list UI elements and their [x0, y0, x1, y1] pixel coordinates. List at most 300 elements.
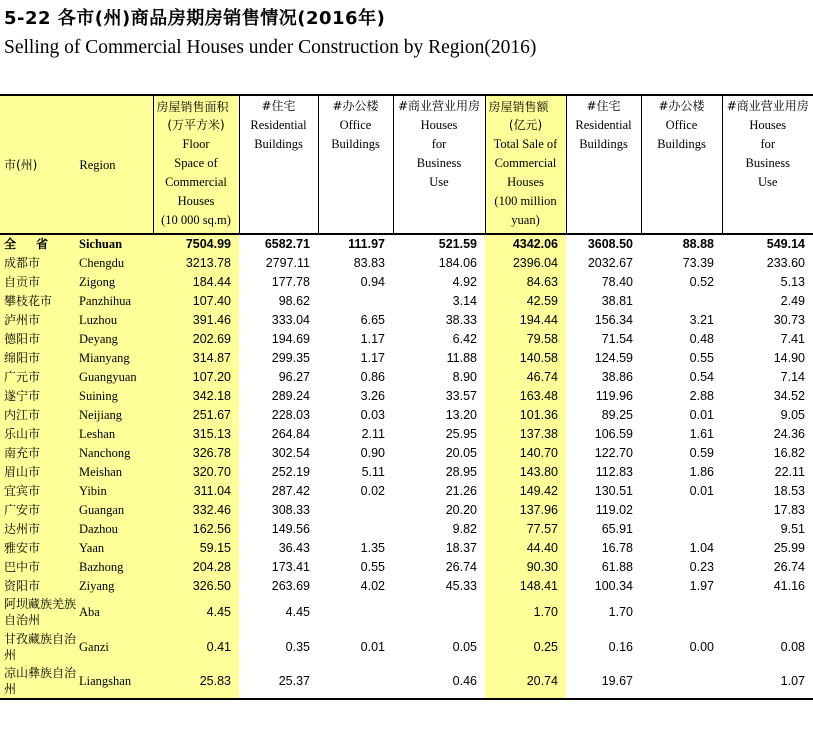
sales-business-header [722, 95, 813, 234]
region-name-cn: 资阳市 [4, 578, 41, 593]
value-cell: 2.49 [780, 293, 805, 308]
value-cell: 1.86 [689, 464, 714, 479]
value-cell: 45.33 [445, 578, 477, 593]
value-cell [318, 664, 393, 699]
value-cell: 148.41 [485, 576, 566, 595]
region-name-en: Aba [79, 605, 100, 620]
header-line: Buildings [579, 137, 628, 151]
value-cell: 59.15 [153, 538, 239, 557]
value-cell: 78.40 [601, 274, 633, 289]
header-lines [319, 97, 393, 154]
value-cell: 162.56 [153, 519, 239, 538]
header-line: Residential [575, 118, 632, 132]
value-cell: 1.17 [360, 331, 385, 346]
value-cell: 299.35 [271, 350, 310, 365]
header-line: Total Sale of [493, 137, 558, 151]
table-row [0, 329, 813, 348]
region-cell [0, 291, 153, 310]
value-cell: 101.36 [485, 405, 566, 424]
value-cell: 0.01 [689, 483, 714, 498]
value-cell: 202.69 [153, 329, 239, 348]
value-cell: 194.69 [271, 331, 310, 346]
header-line: #商业营业用房 [726, 99, 809, 113]
region-name-cn: 内江市 [4, 407, 41, 422]
value-cell: 0.86 [360, 369, 385, 384]
table-row [0, 519, 813, 538]
table-body [0, 234, 813, 699]
region-name-cn: 凉山彝族自治州 [4, 665, 77, 696]
value-cell: 204.28 [153, 557, 239, 576]
header-line: #办公楼 [332, 99, 379, 113]
region-name-en: Panzhihua [79, 293, 132, 308]
value-cell: 90.30 [485, 557, 566, 576]
value-cell: 2.88 [689, 388, 714, 403]
region-cell [0, 367, 153, 386]
region-name-cn: 雅安市 [4, 540, 41, 555]
value-cell: 9.82 [452, 521, 477, 536]
region-name-en: Liangshan [79, 673, 132, 688]
header-lines [567, 97, 641, 154]
table-header-row [0, 95, 813, 234]
header-line: (100 million [494, 194, 557, 208]
region-name-en: Guangan [79, 502, 125, 517]
value-cell: 0.16 [608, 639, 633, 654]
region-cell [0, 405, 153, 424]
header-lines [642, 97, 722, 154]
region-cell [0, 310, 153, 329]
value-cell: 106.59 [594, 426, 633, 441]
value-cell: 0.59 [689, 445, 714, 460]
value-cell: 0.02 [360, 483, 385, 498]
value-cell: 61.88 [601, 559, 633, 574]
value-cell: 252.19 [271, 464, 310, 479]
header-line: Office [665, 118, 698, 132]
value-cell: 264.84 [271, 426, 310, 441]
value-cell: 0.05 [452, 639, 477, 654]
table-row [0, 291, 813, 310]
value-cell: 18.37 [445, 540, 477, 555]
region-name-cn: 遂宁市 [4, 388, 41, 403]
region-name-cn: 绵阳市 [4, 350, 41, 365]
value-cell: 6582.71 [264, 237, 310, 251]
region-cell [0, 630, 153, 665]
region-cell [0, 329, 153, 348]
region-name-en: Zigong [79, 274, 116, 289]
region-cell [0, 595, 153, 630]
value-cell: 41.16 [773, 578, 805, 593]
region-name-en: Chengdu [79, 255, 125, 270]
value-cell: 7504.99 [153, 234, 239, 253]
value-cell: 332.46 [153, 500, 239, 519]
value-cell: 302.54 [271, 445, 310, 460]
header-line: Use [758, 175, 778, 189]
value-cell: 233.60 [766, 255, 805, 270]
region-cell [0, 424, 153, 443]
value-cell: 521.59 [438, 237, 477, 251]
value-cell: 112.83 [595, 464, 633, 479]
value-cell: 173.41 [271, 559, 310, 574]
value-cell: 1.70 [608, 605, 633, 620]
value-cell [722, 595, 813, 630]
region-name-en: Mianyang [79, 350, 130, 365]
value-cell: 184.44 [153, 272, 239, 291]
value-cell: 26.74 [773, 559, 805, 574]
value-cell [641, 519, 722, 538]
value-cell: 46.74 [485, 367, 566, 386]
value-cell: 4.45 [153, 595, 239, 630]
value-cell: 4.92 [452, 274, 477, 289]
region-name-en: Meishan [79, 464, 123, 479]
value-cell: 308.33 [271, 502, 310, 517]
sales-total-header [485, 95, 566, 234]
region-name-en: Deyang [79, 331, 118, 346]
value-cell: 20.05 [445, 445, 477, 460]
value-cell: 122.70 [594, 445, 633, 460]
value-cell: 3.14 [452, 293, 477, 308]
header-line: Use [429, 175, 449, 189]
value-cell: 77.57 [485, 519, 566, 538]
value-cell: 0.52 [689, 274, 714, 289]
table-row [0, 443, 813, 462]
header-line: Business [745, 156, 790, 170]
region-name-cn: 南充市 [4, 445, 41, 460]
region-name-en: Yaan [79, 540, 105, 555]
value-cell: 9.51 [780, 521, 805, 536]
sales-total-lines [486, 116, 566, 230]
value-cell [641, 595, 722, 630]
value-cell: 88.88 [682, 237, 714, 251]
value-cell: 0.46 [393, 664, 485, 699]
value-cell: 1.07 [722, 664, 813, 699]
region-cell [0, 664, 153, 699]
value-cell: 9.05 [780, 407, 805, 422]
value-cell: 4342.06 [485, 234, 566, 253]
value-cell: 36.43 [278, 540, 310, 555]
region-header [0, 95, 153, 234]
area-group-label: 房屋销售面积 [156, 100, 229, 114]
header-line: Buildings [331, 137, 380, 151]
area-office-header [318, 95, 393, 234]
region-cell [0, 557, 153, 576]
region-name-cn: 成都市 [4, 255, 41, 270]
header-lines [394, 97, 485, 192]
header-line: Houses [177, 194, 215, 208]
value-cell: 140.70 [485, 443, 566, 462]
region-name-en: Neijiang [79, 407, 123, 422]
header-line: Houses [749, 118, 787, 132]
value-cell: 44.40 [485, 538, 566, 557]
value-cell: 2797.11 [265, 255, 310, 270]
value-cell: 0.25 [485, 630, 566, 665]
value-cell: 5.13 [780, 274, 805, 289]
value-cell: 16.82 [773, 445, 805, 460]
value-cell: 33.57 [445, 388, 477, 403]
region-cell [0, 500, 153, 519]
value-cell: 156.34 [594, 312, 633, 327]
header-line: Buildings [254, 137, 303, 151]
value-cell: 228.03 [271, 407, 310, 422]
value-cell: 20.20 [445, 502, 477, 517]
value-cell: 34.52 [773, 388, 805, 403]
header-line: #住宅 [586, 99, 621, 113]
table-row [0, 386, 813, 405]
region-name-cn: 眉山市 [4, 464, 41, 479]
region-name-cn: 攀枝花市 [4, 293, 53, 308]
value-cell: 333.04 [271, 312, 310, 327]
sales-residential-header [566, 95, 641, 234]
region-name-en: Sichuan [79, 237, 123, 251]
value-cell: 315.13 [153, 424, 239, 443]
value-cell: 0.08 [780, 639, 805, 654]
value-cell: 342.18 [153, 386, 239, 405]
header-lines [240, 97, 318, 154]
region-cell [0, 538, 153, 557]
value-cell: 3.26 [360, 388, 385, 403]
value-cell: 0.01 [360, 639, 385, 654]
table-row [0, 310, 813, 329]
value-cell: 391.46 [153, 310, 239, 329]
value-cell: 177.78 [271, 274, 310, 289]
value-cell: 107.20 [153, 367, 239, 386]
value-cell: 251.67 [153, 405, 239, 424]
value-cell: 1.35 [360, 540, 385, 555]
header-line: Floor [182, 137, 210, 151]
value-cell [641, 291, 722, 310]
value-cell: 1.17 [360, 350, 385, 365]
value-cell: 3213.78 [153, 253, 239, 272]
sales-table [0, 94, 813, 700]
table-row [0, 664, 813, 699]
value-cell: 19.67 [566, 664, 641, 699]
header-line: Houses [420, 118, 458, 132]
value-cell: 549.14 [766, 237, 805, 251]
value-cell: 0.23 [689, 559, 714, 574]
region-name-cn: 德阳市 [4, 331, 41, 346]
region-name-en: Bazhong [79, 559, 124, 574]
value-cell: 13.20 [445, 407, 477, 422]
table-row [0, 405, 813, 424]
header-line: Commercial [494, 156, 557, 170]
value-cell: 17.83 [773, 502, 805, 517]
sales-group-label: 房屋销售额 [488, 100, 549, 114]
region-name-cn: 乐山市 [4, 426, 41, 441]
value-cell: 65.91 [601, 521, 633, 536]
value-cell: 314.87 [153, 348, 239, 367]
value-cell: 194.44 [485, 310, 566, 329]
value-cell: 0.55 [360, 559, 385, 574]
region-cell [0, 443, 153, 462]
value-cell: 263.69 [271, 578, 310, 593]
region-cell [0, 481, 153, 500]
header-line: Business [416, 156, 462, 170]
value-cell: 149.56 [271, 521, 310, 536]
value-cell [318, 519, 393, 538]
table-row [0, 424, 813, 443]
value-cell: 16.78 [601, 540, 633, 555]
value-cell: 140.58 [485, 348, 566, 367]
region-name-en: Nanchong [79, 445, 131, 460]
region-name-cn: 甘孜藏族自治州 [4, 631, 77, 662]
value-cell: 149.42 [485, 481, 566, 500]
table-row [0, 500, 813, 519]
value-cell: 38.86 [601, 369, 633, 384]
region-name-cn: 宜宾市 [4, 483, 41, 498]
value-cell: 83.83 [353, 255, 385, 270]
region-name-en: Suining [79, 388, 118, 403]
value-cell: 137.38 [485, 424, 566, 443]
region-name-en: Luzhou [79, 312, 118, 327]
value-cell: 98.62 [278, 293, 310, 308]
value-cell: 1.04 [689, 540, 714, 555]
table-row [0, 367, 813, 386]
area-total-lines [154, 116, 239, 230]
table-title-chinese: 5-22 各市(州)商品房期房销售情况(2016年) [4, 8, 386, 29]
value-cell: 184.06 [438, 255, 477, 270]
header-line: Houses [507, 175, 544, 189]
value-cell: 21.26 [445, 483, 477, 498]
region-cell [0, 272, 153, 291]
table-row [0, 576, 813, 595]
value-cell: 0.00 [689, 639, 714, 654]
value-cell: 0.35 [285, 639, 310, 654]
value-cell: 2396.04 [485, 253, 566, 272]
value-cell: 111.97 [348, 237, 385, 251]
region-name-cn: 自贡市 [4, 274, 41, 289]
value-cell: 30.73 [773, 312, 805, 327]
header-line: #办公楼 [658, 99, 705, 113]
value-cell: 326.50 [153, 576, 239, 595]
region-name-en: Guangyuan [79, 369, 137, 384]
header-line: (亿元) [508, 118, 543, 132]
region-cell [0, 386, 153, 405]
value-cell: 5.11 [361, 464, 385, 479]
value-cell: 25.99 [773, 540, 805, 555]
total-row [0, 234, 813, 253]
value-cell: 25.95 [445, 426, 477, 441]
value-cell: 100.34 [594, 578, 633, 593]
value-cell: 26.74 [445, 559, 477, 574]
value-cell: 0.03 [360, 407, 385, 422]
value-cell: 4.02 [360, 578, 385, 593]
value-cell: 137.96 [485, 500, 566, 519]
value-cell: 84.63 [485, 272, 566, 291]
region-cell [0, 462, 153, 481]
region-cell [0, 348, 153, 367]
value-cell: 2.11 [361, 426, 385, 441]
value-cell: 130.51 [594, 483, 633, 498]
region-name-cn: 阿坝藏族羌族自治州 [4, 597, 77, 628]
value-cell [641, 500, 722, 519]
table-row [0, 462, 813, 481]
region-name-en: Leshan [79, 426, 116, 441]
value-cell [318, 500, 393, 519]
region-name-cn: 巴中市 [4, 559, 41, 574]
value-cell [318, 595, 393, 630]
table-row [0, 538, 813, 557]
header-line: Buildings [657, 137, 706, 151]
value-cell: 14.90 [773, 350, 805, 365]
value-cell: 287.42 [271, 483, 310, 498]
header-line: for [760, 137, 776, 151]
region-header-cn: 市(州) [4, 157, 38, 172]
value-cell: 4.45 [285, 605, 310, 620]
value-cell: 0.54 [689, 369, 714, 384]
value-cell: 1.97 [689, 578, 714, 593]
value-cell: 163.48 [485, 386, 566, 405]
header-line: for [431, 137, 447, 151]
value-cell [393, 595, 485, 630]
value-cell: 0.01 [689, 407, 714, 422]
header-line: Commercial [165, 175, 227, 189]
region-name-cn: 泸州市 [4, 312, 41, 327]
value-cell: 0.94 [360, 274, 385, 289]
value-cell: 2032.67 [587, 255, 633, 270]
area-residential-header [239, 95, 318, 234]
header-line: #住宅 [261, 99, 296, 113]
area-business-header [393, 95, 485, 234]
value-cell: 25.37 [239, 664, 318, 699]
value-cell: 22.11 [774, 464, 805, 479]
value-cell: 24.36 [773, 426, 805, 441]
value-cell: 6.65 [360, 312, 385, 327]
table-row [0, 630, 813, 665]
sales-office-header [641, 95, 722, 234]
value-cell: 1.61 [689, 426, 714, 441]
value-cell: 25.83 [153, 664, 239, 699]
table-row [0, 348, 813, 367]
header-line: #商业营业用房 [397, 99, 481, 113]
table-row [0, 481, 813, 500]
value-cell: 119.96 [595, 388, 633, 403]
value-cell: 107.40 [153, 291, 239, 310]
value-cell: 119.02 [595, 502, 633, 517]
value-cell: 0.48 [689, 331, 714, 346]
value-cell: 320.70 [153, 462, 239, 481]
value-cell: 7.14 [780, 369, 805, 384]
value-cell: 311.04 [153, 481, 239, 500]
value-cell: 18.53 [773, 483, 805, 498]
value-cell: 38.81 [601, 293, 633, 308]
region-cell [0, 576, 153, 595]
region-name-cn: 广元市 [4, 369, 41, 384]
header-line: (万平方米) [167, 118, 225, 132]
value-cell: 89.25 [601, 407, 633, 422]
value-cell: 20.74 [485, 664, 566, 699]
value-cell: 289.24 [271, 388, 310, 403]
value-cell: 42.59 [485, 291, 566, 310]
value-cell: 3.21 [689, 312, 714, 327]
value-cell: 0.90 [360, 445, 385, 460]
value-cell: 11.88 [446, 350, 477, 365]
header-line: (10 000 sq.m) [161, 213, 231, 227]
header-line: Residential [250, 118, 307, 132]
region-name-en: Ziyang [79, 578, 115, 593]
value-cell: 0.41 [153, 630, 239, 665]
value-cell: 3608.50 [587, 237, 633, 251]
value-cell: 28.95 [445, 464, 477, 479]
value-cell [641, 664, 722, 699]
header-lines [723, 97, 813, 192]
value-cell: 143.80 [485, 462, 566, 481]
region-header-en: Region [79, 157, 116, 172]
region-name-cn: 广安市 [4, 502, 41, 517]
table-title-english: Selling of Commercial Houses under Construction by Region(2016) [4, 37, 537, 58]
region-cell [0, 253, 153, 272]
value-cell: 79.58 [485, 329, 566, 348]
header-line: yuan) [511, 213, 540, 227]
region-name-en: Dazhou [79, 521, 118, 536]
value-cell: 326.78 [153, 443, 239, 462]
